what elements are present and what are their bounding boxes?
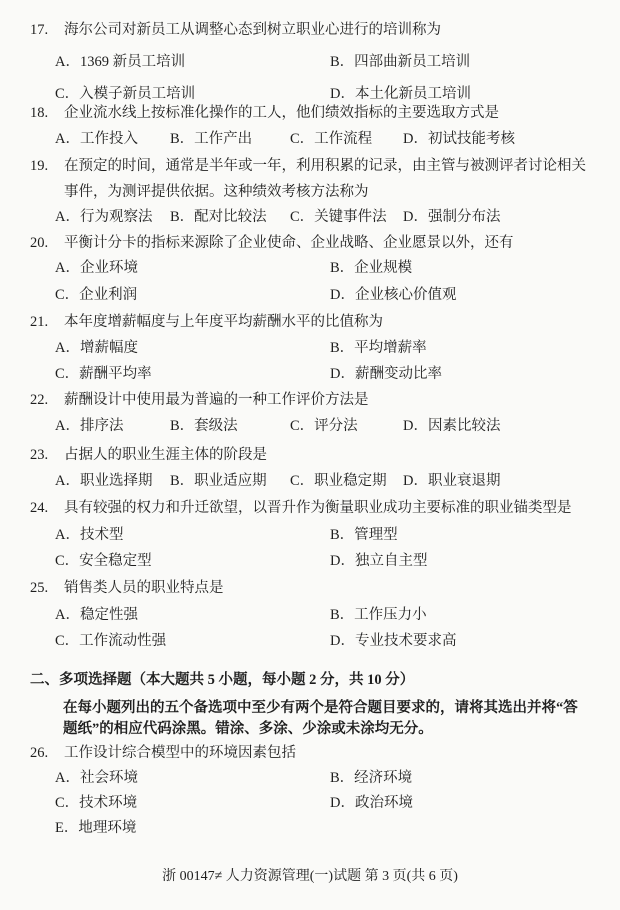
option: C．安全稳定型 [55,553,152,569]
section-heading: 二、多项选择题（本大题共 5 小题，每小题 2 分，共 10 分） [30,672,415,688]
option: A．1369 新员工培训 [55,54,186,70]
option: D．职业衰退期 [403,473,501,489]
option: D．因素比较法 [403,418,501,434]
option: B．配对比较法 [170,209,267,225]
option: A．技术型 [55,527,124,543]
question-number: 25. [30,580,49,596]
page-footer: 浙 00147≠ 人力资源管理(一)试题 第 3 页(共 6 页) [162,869,458,884]
question-stem: 海尔公司对新员工从调整心态到树立职业心进行的培训称为 [64,22,441,38]
question-stem: 事件，为测评提供依据。这种绩效考核方法称为 [64,184,369,200]
question-stem: 本年度增薪幅度与上年度平均薪酬水平的比值称为 [64,314,383,330]
question-number: 20. [30,235,49,251]
question-stem: 具有较强的权力和升迁欲望，以晋升作为衡量职业成功主要标准的职业锚类型是 [64,500,572,516]
question-stem: 薪酬设计中使用最为普遍的一种工作评价方法是 [64,392,369,408]
section-note: 题纸”的相应代码涂黑。错涂、多涂、少涂或未涂均无分。 [63,721,433,737]
option: B．工作产出 [170,131,253,147]
option: A．社会环境 [55,770,138,786]
question-number: 17. [30,22,49,38]
option: C．工作流程 [290,131,373,147]
question-number: 26. [30,745,49,761]
option: C．评分法 [290,418,358,434]
question-stem: 平衡计分卡的指标来源除了企业使命、企业战略、企业愿景以外，还有 [64,235,514,251]
option: D．薪酬变动比率 [330,366,442,382]
option: C．关键事件法 [290,209,387,225]
option: C．薪酬平均率 [55,366,152,382]
question-stem: 企业流水线上按标准化操作的工人，他们绩效指标的主要选取方式是 [64,105,499,121]
option: A．行为观察法 [55,209,153,225]
option: D．独立自主型 [330,553,428,569]
question-stem: 销售类人员的职业特点是 [64,580,224,596]
question-number: 24. [30,500,49,516]
question-number: 18. [30,105,49,121]
option: D．专业技术要求高 [330,633,457,649]
option: A．职业选择期 [55,473,153,489]
option: B．管理型 [330,527,398,543]
option: D．初试技能考核 [403,131,515,147]
option: B．平均增薪率 [330,340,427,356]
option: D．强制分布法 [403,209,501,225]
option: C．技术环境 [55,795,138,811]
question-stem: 在预定的时间，通常是半年或一年，利用积累的记录，由主管与被测评者讨论相关 [64,158,586,174]
question-number: 22. [30,392,49,408]
option: A．稳定性强 [55,607,138,623]
option: C．职业稳定期 [290,473,387,489]
option: B．四部曲新员工培训 [330,54,471,70]
question-number: 19. [30,158,49,174]
option: D．本土化新员工培训 [330,86,471,102]
option: A．工作投入 [55,131,138,147]
option: E．地理环境 [55,820,137,836]
option: A．排序法 [55,418,124,434]
question-stem: 工作设计综合模型中的环境因素包括 [64,745,296,761]
option: A．增薪幅度 [55,340,138,356]
option: C．企业利润 [55,287,138,303]
option: C．工作流动性强 [55,633,167,649]
option: D．企业核心价值观 [330,287,457,303]
option: C．入模子新员工培训 [55,86,196,102]
question-number: 21. [30,314,49,330]
question-stem: 占据人的职业生涯主体的阶段是 [64,447,267,463]
option: B．套级法 [170,418,238,434]
option: D．政治环境 [330,795,413,811]
option: B．企业规模 [330,260,413,276]
option: B．工作压力小 [330,607,427,623]
question-number: 23. [30,447,49,463]
option: A．企业环境 [55,260,138,276]
option: B．经济环境 [330,770,413,786]
option: B．职业适应期 [170,473,267,489]
section-note: 在每小题列出的五个备选项中至少有两个是符合题目要求的，请将其选出并将“答 [63,700,578,716]
